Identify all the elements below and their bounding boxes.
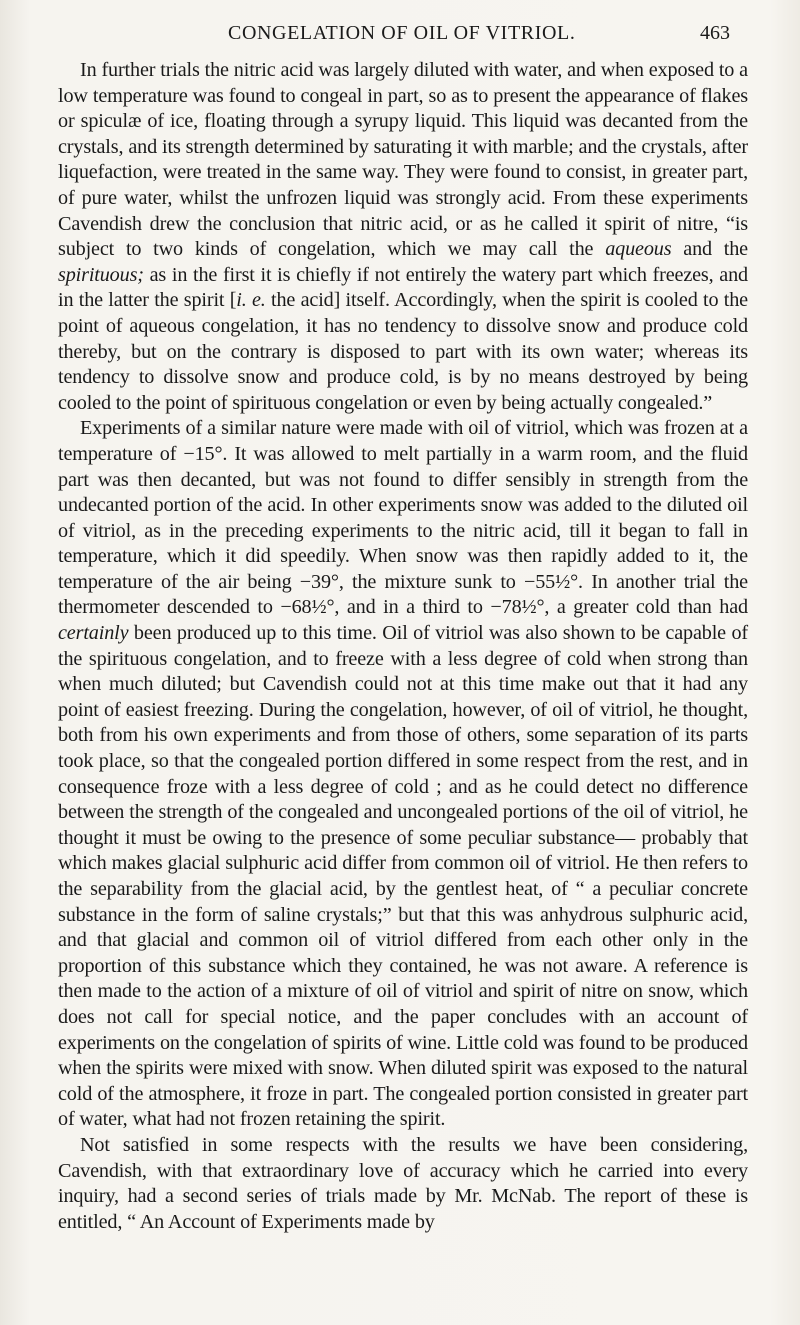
running-head: CONGELATION OF OIL OF VITRIOL. [228,22,576,44]
paragraph-1: In further trials the nitric acid was largely diluted with water, and when exposed to a low temperature was found to congeal in part, so as to present the appearance of flakes or spiculæ of ice, floating through a syrupy liquid. This liquid was decanted from the crystals, and its strength determined by saturating it with marble; and the crystals, after liquefaction, were treated in the same way. They were found to consist, in greater part, of pure water, whilst the unfrozen liquid was strongly acid. From these experiments Cavendish drew the conclusion that nitric acid, or as he called it spirit of nitre, “is subject to two kinds of congelation, which we may call the aqueous and the spirituous; as in the first it is chiefly if not entirely the watery part which freezes, and in the latter the spirit [i. e. the acid] itself. Accordingly, when the spirit is cooled to the point of aqueous congelation, it has no tendency to dissolve snow and produce cold thereby, but on the contrary is disposed to part with its own water; whereas its tendency to dissolve snow and produce cold, is by no means destroyed by being cooled to the point of spirituous congelation or even by being actually congealed.” [58,59,748,414]
page-number: 463 [700,22,730,44]
paragraph-3: Not satisfied in some respects with the results we have been considering, Cavendish, with that extraordinary love of accuracy which he carried into every inquiry, had a second series of trials made by Mr. McNab. The report of these is entitled, “ An Account of Experiments made by [58,1133,748,1233]
paragraph-2: Experiments of a similar nature were made with oil of vitriol, which was frozen at a temperature of −15°. It was allowed to melt partially in a warm room, and the fluid part was then decanted, but was not found to differ sensibly in strength from the undecanted portion of the acid. In other experiments snow was added to the diluted oil of vitriol, as in the preceding experiments to the nitric acid, till it began to fall in temperature, which it did speedily. When snow was then rapidly added to it, the temperature of the air being −39°, the mixture sunk to −55½°. In another trial the thermometer descended to −68½°, and in a third to −78½°, a greater cold than had certainly been produced up to this time. Oil of vitriol was also shown to be capable of the spirituous congelation, and to freeze with a less degree of cold when strong than when much diluted; but Cavendish could not at this time make out that it had any point of easiest freezing. During the congelation, however, of oil of vitriol, he thought, both from his own experiments and from those of others, some separation of its parts took place, so that the congealed portion differed in some respect from the rest, and in consequence froze with a less degree of cold ; and as he could detect no difference between the strength of the congealed and uncongealed portions of the oil of vitriol, he thought it must be owing to the presence of some peculiar substance— probably that which makes glacial sulphuric acid differ from common oil of vitriol. He then refers to the separability from the glacial acid, by the gentlest heat, of “ a peculiar concrete substance in the form of saline crystals;” but that this was anhydrous sulphuric acid, and that glacial and common oil of vitriol differed from each other only in the proportion of this substance which they contained, he was not aware. A reference is then made to the action of a mixture of oil of vitriol and spirit of nitre on snow, which does not call for special notice, and the paper concludes with an account of experiments on the congelation of spirits of wine. Little cold was found to be produced when the spirits were mixed with snow. When diluted spirit was exposed to the natural cold of the atmosphere, it froze in part. The congealed portion consisted in greater part of water, what had not frozen retaining the spirit. [58,417,748,1131]
body-text [58,58,748,1235]
page-header [60,22,780,52]
